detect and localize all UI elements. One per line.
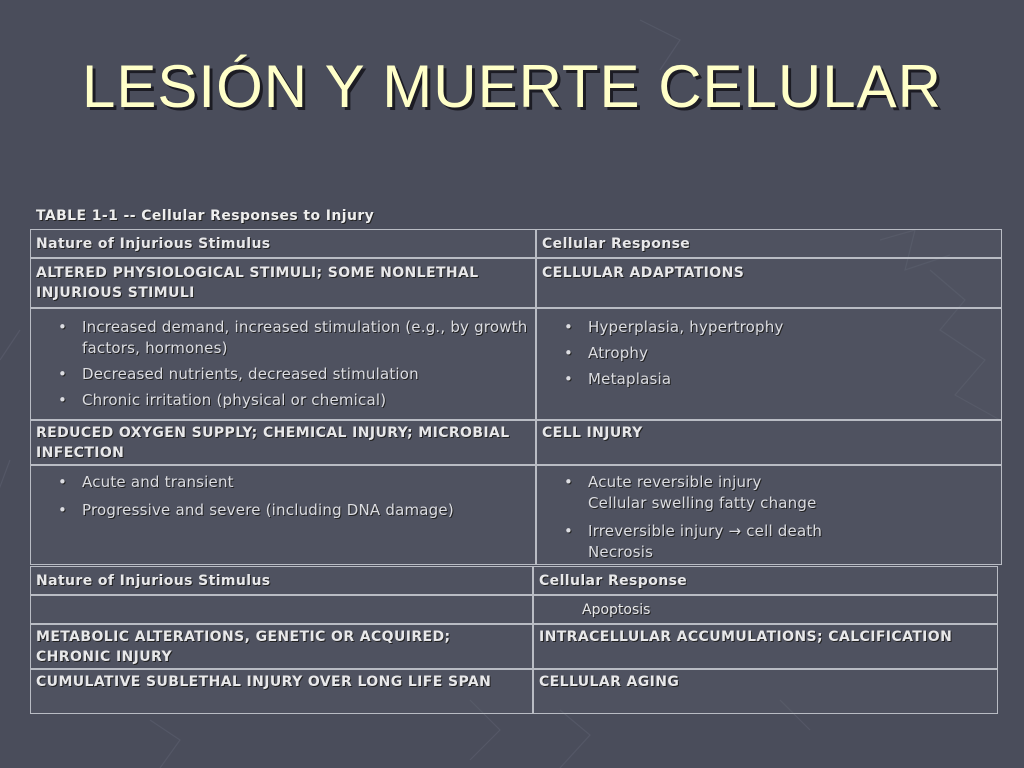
response-category: CELLULAR AGING (533, 669, 998, 714)
header-stimulus: Nature of Injurious Stimulus (30, 229, 536, 258)
list-item: • Irreversible injury → cell death Necrosis (564, 522, 823, 561)
list-item: • Progressive and severe (including DNA damage) (58, 501, 454, 519)
response-list (542, 317, 996, 390)
stimulus-list-cell (30, 308, 536, 420)
list-item: • Acute reversible injury Cellular swelling fatty change (564, 473, 817, 512)
stimulus-category: REDUCED OXYGEN SUPPLY; CHEMICAL INJURY; MICROBIAL INFECTION (30, 420, 536, 465)
header-response: Cellular Response (533, 566, 998, 595)
stimulus-list (36, 317, 530, 411)
list-item: • Hyperplasia, hypertrophy (564, 318, 784, 336)
list-item: • Atrophy (564, 344, 649, 362)
apoptosis-text: Apoptosis (582, 602, 651, 618)
stimulus-category: ALTERED PHYSIOLOGICAL STIMULI; SOME NONLETHAL INJURIOUS STIMULI (30, 258, 536, 308)
response-category: INTRACELLULAR ACCUMULATIONS; CALCIFICATION (533, 624, 998, 669)
stimulus-category: CUMULATIVE SUBLETHAL INJURY OVER LONG LIFE SPAN (30, 669, 533, 714)
response-list-cell (536, 308, 1002, 420)
response-category: CELL INJURY (536, 420, 1002, 465)
response-list (542, 472, 996, 563)
response-list-cell (536, 465, 1002, 565)
stimulus-list (36, 472, 530, 521)
table-caption: TABLE 1-1 -- Cellular Responses to Injury (36, 208, 375, 224)
list-item: • Chronic irritation (physical or chemical) (58, 391, 387, 409)
empty-cell (30, 595, 533, 624)
response-category: CELLULAR ADAPTATIONS (536, 258, 1002, 308)
list-item: • Acute and transient (58, 473, 234, 491)
list-item: • Metaplasia (564, 370, 672, 388)
slide-title: LESIÓN Y MUERTE CELULAR (82, 53, 942, 120)
header-response: Cellular Response (536, 229, 1002, 258)
header-stimulus: Nature of Injurious Stimulus (30, 566, 533, 595)
stimulus-category: METABOLIC ALTERATIONS, GENETIC OR ACQUIRED; CHRONIC INJURY (30, 624, 533, 669)
apoptosis-cell (533, 595, 998, 624)
list-item: • Decreased nutrients, decreased stimulation (58, 365, 419, 383)
stimulus-list-cell (30, 465, 536, 565)
list-item: • Increased demand, increased stimulation (e.g., by growth factors, hormones) (58, 318, 528, 357)
